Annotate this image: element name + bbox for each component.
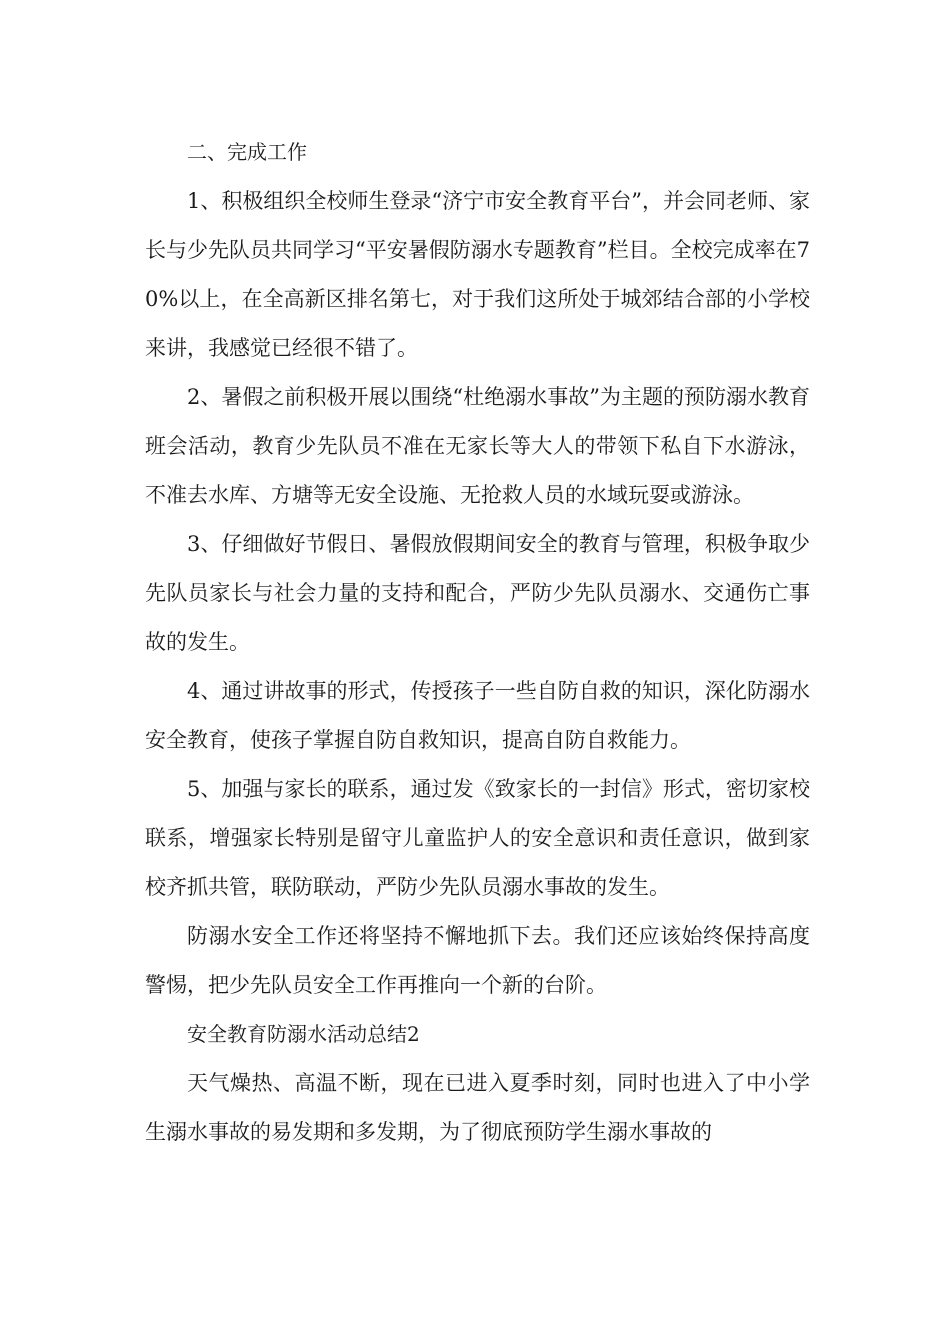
section-heading-summary-2: 安全教育防溺水活动总结2 [187, 1022, 420, 1046]
paragraph-item-5: 5、加强与家长的联系，通过发《致家长的一封信》形式，密切家校联系，增强家长特别是留守儿童监护人的安全意识和责任意识，做到家校齐抓共管，联防联动，严防少先队员溺水事故的发生。 [145, 777, 810, 899]
paragraph-item-1: 1、积极组织全校师生登录“济宁市安全教育平台”，并会同老师、家长与少先队员共同学习“平安暑假防溺水专题教育”栏目。全校完成率在70%以上，在全高新区排名第七，对于我们这所处于城郊结合部的小学校来讲，我感觉已经很不错了。 [145, 189, 810, 360]
paragraph-item-3: 3、仔细做好节假日、暑假放假期间安全的教育与管理，积极争取少先队员家长与社会力量的支持和配合，严防少先队员溺水、交通伤亡事故的发生。 [145, 532, 810, 654]
document-body [145, 128, 810, 1157]
paragraph-item-2: 2、暑假之前积极开展以围绕“杜绝溺水事故”为主题的预防溺水教育班会活动，教育少先队员不准在无家长等大人的带领下私自下水游泳，不准去水库、方塘等无安全设施、无抢救人员的水域玩耍或游泳。 [145, 385, 810, 507]
section-heading-complete-work: 二、完成工作 [187, 140, 307, 164]
paragraph-item-4: 4、通过讲故事的形式，传授孩子一些自防自救的知识，深化防溺水安全教育，使孩子掌握自防自救知识，提高自防自救能力。 [145, 679, 810, 752]
paragraph-conclusion: 防溺水安全工作还将坚持不懈地抓下去。我们还应该始终保持高度警惕，把少先队员安全工作再推向一个新的台阶。 [145, 924, 810, 997]
paragraph-summary-2-intro: 天气燥热、高温不断，现在已进入夏季时刻，同时也进入了中小学生溺水事故的易发期和多发期，为了彻底预防学生溺水事故的 [145, 1071, 810, 1144]
